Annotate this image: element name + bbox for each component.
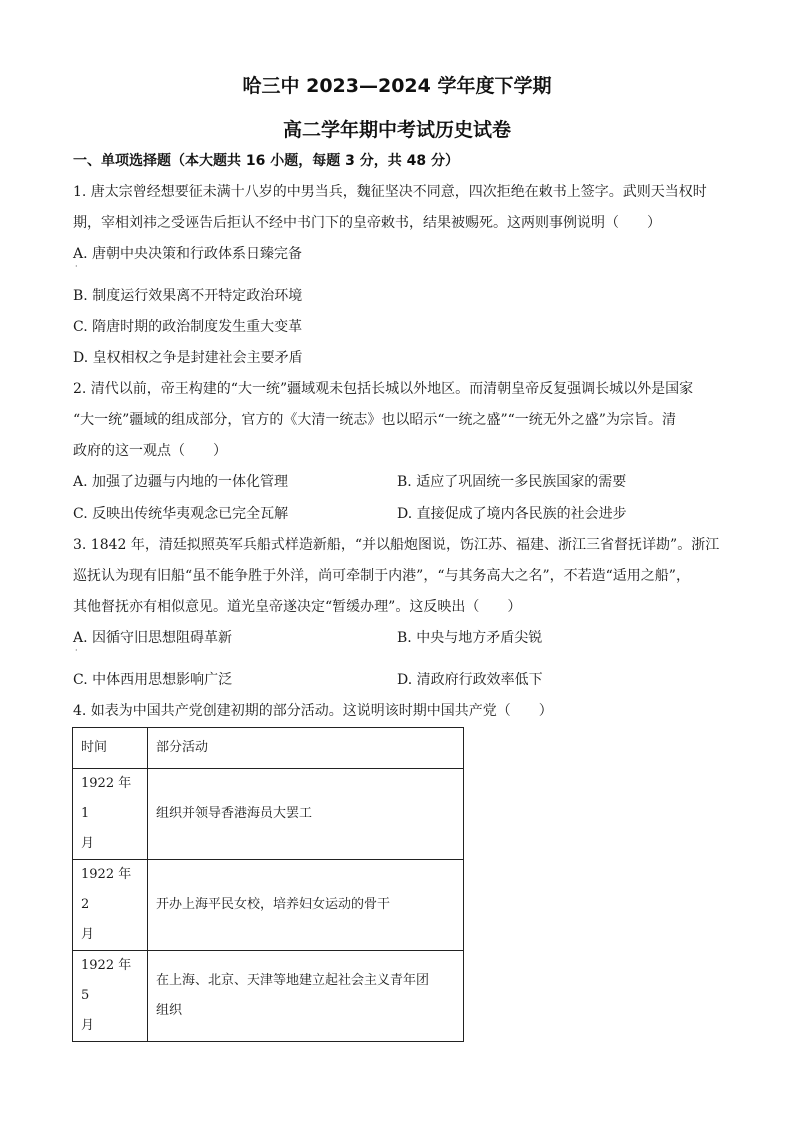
table-cell-text: 在上海、北京、天津等地建立起社会主义青年团 <box>156 973 430 988</box>
table-cell-text: 1922 年 1 <box>81 776 132 821</box>
q3-option-b: B. 中央与地方矛盾尖锐 <box>397 630 543 646</box>
q3-stem-line: 其他督抚亦有相似意见。道光皇帝遂决定“暂缓办理”。这反映出（ ） <box>73 599 522 615</box>
q2-stem-line: 政府的这一观点（ ） <box>73 443 227 459</box>
q3-option-c: C. 中体西用思想影响广泛 <box>73 672 233 688</box>
q2-option-d: D. 直接促成了境内各民族的社会进步 <box>397 506 627 522</box>
table-cell-activity <box>148 860 464 951</box>
table-header-row <box>73 728 464 769</box>
table-cell-text: 1922 年 2 <box>81 867 132 912</box>
q2-stem-line: “大一统”疆域的组成部分，官方的《大清一统志》也以昭示“一统之盛”“一统无外之盛”为宗旨。清 <box>73 412 676 428</box>
exam-title-school: 哈三中 2023—2024 学年度下学期 <box>242 75 552 97</box>
section-heading: 一、单项选择题（本大题共 16 小题，每题 3 分，共 48 分） <box>73 153 459 169</box>
table-header-time: 时间 <box>73 728 148 769</box>
table-cell-text: 月 <box>81 927 95 942</box>
q4-stem-line: 4. 如表为中国共产党创建初期的部分活动。这说明该时期中国共产党（ ） <box>73 703 553 719</box>
marker-dot: · <box>75 646 78 655</box>
table-cell-text: 月 <box>81 1018 95 1033</box>
table-row <box>73 769 464 860</box>
q3-stem-line: 3. 1842 年，清廷拟照英军兵船式样造新船，“并以船炮图说，饬江苏、福建、浙江三省督抚详勘”。浙江 <box>73 537 720 553</box>
q2-option-a: A. 加强了边疆与内地的一体化管理 <box>73 474 289 490</box>
q1-option-a: A. 唐朝中央决策和行政体系日臻完备 <box>73 246 303 262</box>
table-cell-time <box>73 769 148 860</box>
q1-option-d: D. 皇权相权之争是封建社会主要矛盾 <box>73 350 303 366</box>
table-row <box>73 860 464 951</box>
q1-stem-line: 1. 唐太宗曾经想要征未满十八岁的中男当兵，魏征坚决不同意，四次拒绝在敕书上签字。武则天当权时 <box>73 184 707 200</box>
table-cell-activity <box>148 951 464 1042</box>
table-cell-time <box>73 951 148 1042</box>
table-cell-text: 开办上海平民女校，培养妇女运动的骨干 <box>156 897 391 912</box>
q1-option-b: B. 制度运行效果离不开特定政治环境 <box>73 288 303 304</box>
activities-table <box>72 727 464 1042</box>
table-cell-text: 组织 <box>156 1003 183 1018</box>
table-row <box>73 951 464 1042</box>
q3-option-a: A. 因循守旧思想阻碍革新 <box>73 630 233 646</box>
table-cell-activity <box>148 769 464 860</box>
table-cell-text: 1922 年 5 <box>81 958 132 1003</box>
q1-option-c: C. 隋唐时期的政治制度发生重大变革 <box>73 319 303 335</box>
q3-option-d: D. 清政府行政效率低下 <box>397 672 543 688</box>
q2-option-c: C. 反映出传统华夷观念已完全瓦解 <box>73 506 289 522</box>
table-cell-time <box>73 860 148 951</box>
table-cell-text: 组织并领导香港海员大罢工 <box>156 806 313 821</box>
q3-stem-line: 巡抚认为现有旧船“虽不能争胜于外洋，尚可牵制于内港”，“与其务高大之名”，不若造“适用之船”， <box>73 568 690 584</box>
q1-stem-line: 期，宰相刘祎之受诬告后拒认不经中书门下的皇帝敕书，结果被赐死。这两则事例说明（ ） <box>73 215 661 231</box>
table-header-activity: 部分活动 <box>148 728 464 769</box>
q2-option-b: B. 适应了巩固统一多民族国家的需要 <box>397 474 627 490</box>
q2-stem-line: 2. 清代以前，帝王构建的“大一统”疆域观未包括长城以外地区。而清朝皇帝反复强调长城以外是国家 <box>73 381 694 397</box>
exam-title-subject: 高二学年期中考试历史试卷 <box>282 119 511 141</box>
marker-dot: · <box>75 262 78 271</box>
table-cell-text: 月 <box>81 836 95 851</box>
